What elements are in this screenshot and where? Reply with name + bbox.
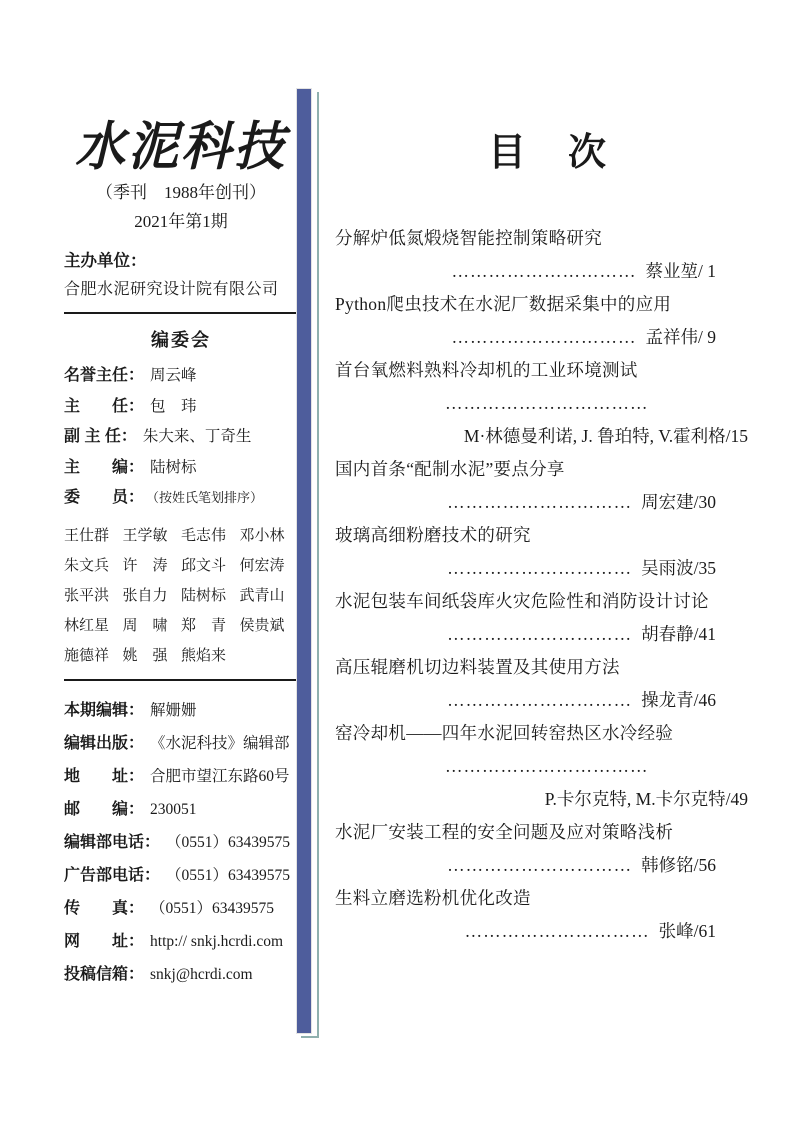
info-label: 编辑出版： (64, 734, 145, 752)
toc-leader-row (335, 684, 761, 717)
toc-entry (335, 882, 761, 948)
toc-authors-row (335, 420, 761, 453)
info-row-submission-email (64, 958, 298, 991)
info-value-email: snkj@hcrdi.com (150, 965, 253, 983)
member-name: 张平洪 (64, 587, 110, 604)
info-label: 网 址： (64, 932, 145, 950)
toc-entry-page: /46 (693, 690, 716, 710)
toc-entry-page: /30 (693, 492, 716, 512)
board-row-members (64, 483, 298, 514)
toc-entry-page: /41 (693, 624, 716, 644)
section-divider-top (64, 312, 298, 314)
committee-members-grid (64, 521, 298, 671)
toc-leader-dots: ………………………… (464, 921, 650, 941)
board-row-label: 名誉主任： (64, 367, 145, 384)
toc-leader-row (335, 750, 761, 783)
toc-entry (335, 585, 761, 651)
section-divider-bottom (64, 679, 298, 681)
info-value: 230051 (150, 800, 197, 818)
board-row-value: 包 玮 (150, 397, 197, 415)
toc-leader-dots: ………………………… (447, 492, 633, 512)
toc-entry-page: / 1 (698, 261, 716, 281)
member-name: 郑 青 (181, 617, 227, 634)
toc-leader-row (335, 849, 761, 882)
member-name: 姚 强 (122, 647, 168, 664)
info-value: 《水泥科技》编辑部 (150, 734, 290, 752)
toc-column (335, 128, 761, 948)
toc-leader-row (335, 552, 761, 585)
toc-entry-authors: 周宏建 (641, 492, 694, 512)
info-row-publisher (64, 727, 298, 760)
member-name: 朱文兵 (64, 557, 110, 574)
toc-entry (335, 222, 761, 288)
organizer-label: 主办单位： (64, 252, 147, 270)
info-row-editorial-phone (64, 826, 298, 859)
member-name: 王仕群 (64, 527, 110, 544)
journal-subtitle: （季刊 1988年创刊） (96, 183, 266, 202)
vertical-divider-bar (296, 88, 312, 1034)
toc-entry-page: /15 (725, 426, 748, 446)
member-name: 熊焰来 (181, 647, 227, 664)
toc-entry (335, 519, 761, 585)
info-label: 地 址： (64, 767, 145, 785)
info-label: 本期编辑： (64, 701, 145, 719)
toc-leader-row (335, 321, 761, 354)
board-row-value: 朱大来、丁奇生 (142, 428, 252, 445)
info-value-website-url: http:// snkj.hcrdi.com (150, 932, 284, 950)
toc-entry-authors: 吴雨波 (641, 558, 694, 578)
toc-entry-authors: P.卡尔克特, M.卡尔克特 (544, 789, 726, 809)
board-row-chief-editor (64, 453, 298, 484)
info-row-website (64, 925, 298, 958)
toc-entry-page: / 9 (698, 327, 716, 347)
toc-entry-title: 国内首条“配制水泥”要点分享 (335, 459, 565, 479)
board-row-label: 主 任： (64, 397, 145, 415)
toc-leader-dots: ………………………… (451, 327, 637, 347)
toc-list (335, 222, 761, 948)
divider-bottom-shadow (301, 1036, 319, 1038)
toc-entry-title: Python爬虫技术在水泥厂数据采集中的应用 (335, 294, 672, 314)
toc-leader-row (335, 618, 761, 651)
toc-entry-title: 窑冷却机——四年水泥回转窑热区水冷经验 (335, 723, 674, 743)
info-value: （0551）63439575 (166, 833, 291, 851)
vertical-divider-shadow-line (317, 92, 319, 1038)
toc-entry-title: 首台氧燃料熟料冷却机的工业环境测试 (335, 360, 638, 380)
toc-entry (335, 453, 761, 519)
toc-entry-authors: M·林德曼利诺, J. 鲁珀特, V.霍利格 (463, 426, 726, 446)
toc-heading: 目 次 (487, 132, 608, 174)
board-row-label: 委 员： (64, 489, 145, 506)
editorial-board-rows (64, 361, 298, 514)
board-row-director (64, 392, 298, 423)
toc-entry-authors: 韩修铭 (641, 855, 694, 875)
info-value: （0551）63439575 (150, 899, 275, 917)
board-row-label: 主 编： (64, 458, 145, 476)
board-row-note: （按姓氏笔划排序） (146, 490, 264, 505)
info-value: （0551）63439575 (166, 866, 291, 884)
toc-entry-page: /35 (693, 558, 716, 578)
member-name: 周 啸 (122, 617, 168, 634)
toc-entry-page: /56 (693, 855, 716, 875)
toc-entry (335, 816, 761, 882)
toc-entry-title: 生料立磨选粉机优化改造 (335, 888, 531, 908)
toc-leader-dots: …………………………… (445, 393, 649, 413)
member-name: 毛志伟 (181, 527, 227, 544)
member-name: 施德祥 (64, 647, 110, 664)
info-label: 传 真： (64, 899, 145, 917)
info-row-postcode (64, 793, 298, 826)
toc-entry-page: /49 (725, 789, 748, 809)
board-row-deputy-director (64, 422, 298, 453)
member-name: 武青山 (239, 587, 285, 604)
member-name: 侯贵斌 (239, 617, 285, 634)
toc-entry-authors: 张峰 (658, 921, 694, 941)
member-name: 林红星 (64, 617, 110, 634)
toc-leader-dots: …………………………… (445, 756, 649, 776)
toc-entry-authors: 操龙青 (641, 690, 694, 710)
toc-leader-row (335, 255, 761, 288)
board-row-value: 周云峰 (150, 367, 197, 384)
toc-entry-page: /61 (693, 921, 716, 941)
member-name: 邱文斗 (181, 557, 227, 574)
toc-entry-authors: 蔡业堃 (645, 261, 698, 281)
organizer-name: 合肥水泥研究设计院有限公司 (64, 281, 279, 298)
info-row-ad-phone (64, 859, 298, 892)
member-name: 陆树标 (181, 587, 227, 604)
toc-leader-row (335, 915, 761, 948)
info-row-address (64, 760, 298, 793)
toc-entry-title: 玻璃高细粉磨技术的研究 (335, 525, 531, 545)
toc-entry-title: 分解炉低氮煅烧智能控制策略研究 (335, 228, 602, 248)
member-name: 张自力 (122, 587, 168, 604)
info-label: 广告部电话： (64, 866, 161, 884)
toc-entry (335, 651, 761, 717)
member-name: 邓小林 (239, 527, 285, 544)
toc-leader-row (335, 387, 761, 420)
member-name: 王学敏 (122, 527, 168, 544)
info-row-fax (64, 892, 298, 925)
toc-leader-dots: ………………………… (447, 558, 633, 578)
toc-entry-title: 水泥包装车间纸袋库火灾危险性和消防设计讨论 (335, 591, 709, 611)
masthead-column (64, 112, 298, 991)
toc-entry-title: 高压辊磨机切边料装置及其使用方法 (335, 657, 620, 677)
editorial-board-heading: 编委会 (151, 330, 211, 350)
toc-leader-row (335, 486, 761, 519)
info-label: 邮 编： (64, 800, 145, 818)
toc-entry-title: 水泥厂安装工程的安全问题及应对策略浅析 (335, 822, 674, 842)
toc-entry-authors: 胡春静 (641, 624, 694, 644)
info-value: 合肥市望江东路60号 (150, 767, 290, 785)
member-name: 许 涛 (122, 557, 168, 574)
issue-info: 2021年第1期 (134, 212, 228, 231)
toc-entry-authors: 孟祥伟 (645, 327, 698, 347)
info-row-issue-editor (64, 694, 298, 727)
toc-entry (335, 717, 761, 816)
toc-entry (335, 288, 761, 354)
info-value: 解姗姗 (150, 701, 197, 719)
toc-leader-dots: ………………………… (447, 855, 633, 875)
toc-leader-dots: ………………………… (451, 261, 637, 281)
toc-entry (335, 354, 761, 453)
journal-title: 水泥科技 (75, 117, 287, 177)
toc-leader-dots: ………………………… (447, 624, 633, 644)
toc-authors-row (335, 783, 761, 816)
toc-leader-dots: ………………………… (447, 690, 633, 710)
board-row-value: 陆树标 (150, 458, 197, 476)
info-label: 编辑部电话： (64, 833, 161, 851)
info-label: 投稿信箱： (64, 965, 145, 983)
board-row-label: 副 主 任： (64, 428, 137, 445)
publication-info (64, 694, 298, 991)
member-name: 何宏涛 (239, 557, 285, 574)
board-row-honorary-director (64, 361, 298, 392)
